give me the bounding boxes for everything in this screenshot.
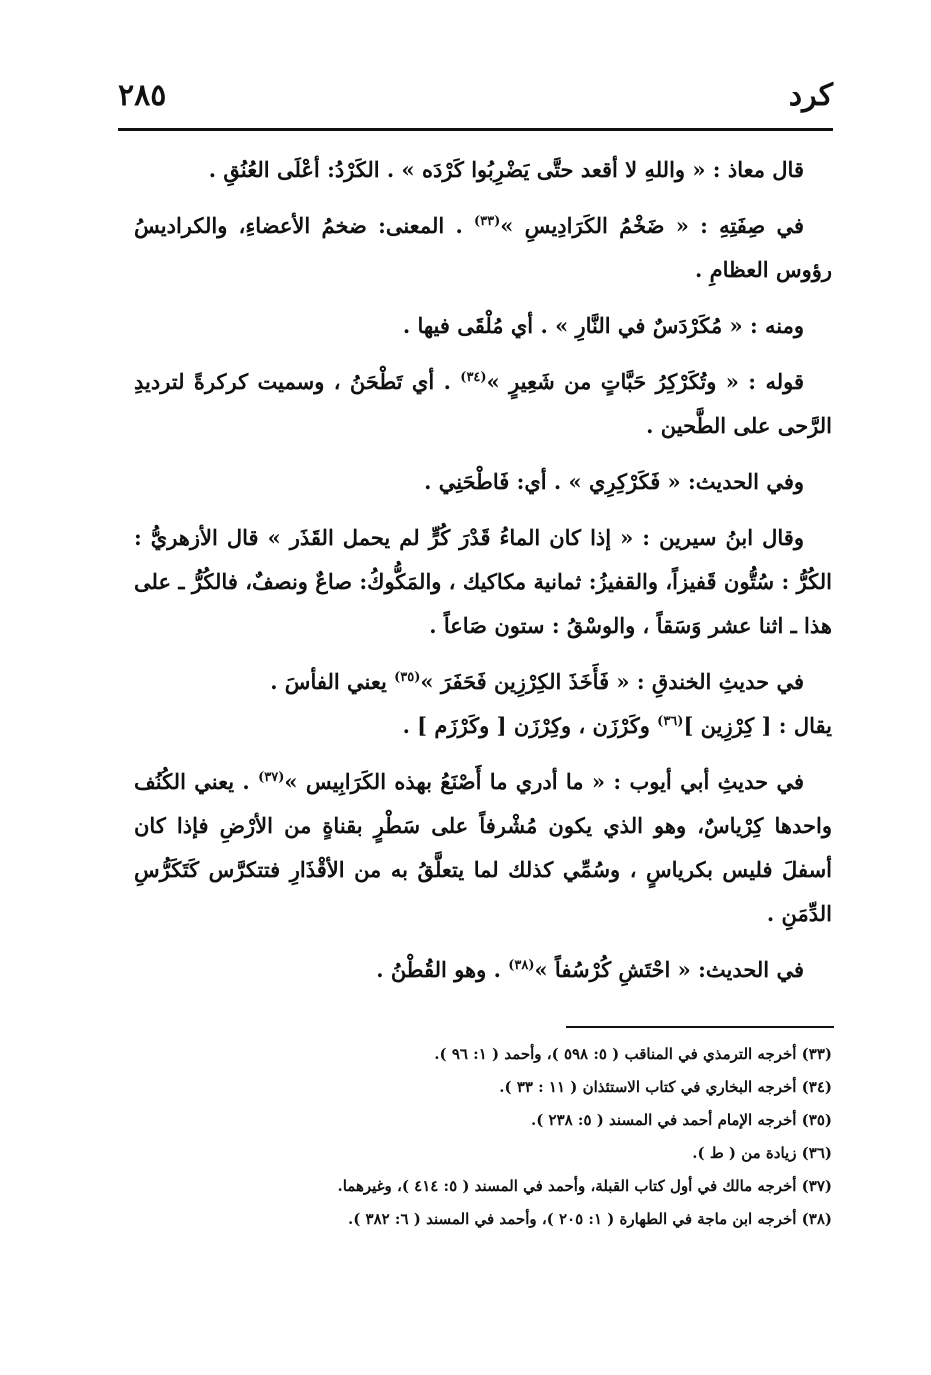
footnote-ref-38: (٣٨): [508, 958, 535, 973]
footnotes: [134, 1038, 832, 1236]
footnote-ref-37: (٣٧): [258, 770, 285, 785]
paragraph-4: قوله : « وتُكَرْكِرُ حَبَّاتٍ من شَعِيرٍ »$^{(٣٤)}$ . أي تَطْحَنُ ، وسميت كركرةً لترديدِ الرَّحى على الطَّحين .: [134, 369, 832, 438]
paragraph-3: ومنه : « مُكَرْدَسٌ في النَّارِ » . أي مُلْقَى فيها .: [402, 313, 804, 338]
footnote-rule: [566, 1026, 834, 1028]
footnote-ref-35: (٣٥): [394, 670, 421, 685]
running-header: [118, 76, 833, 120]
paragraph-1: قال معاذ : « واللهِ لا أقعد حتَّى يَضْرِبُوا كَرْدَه » . الكَرْدُ: أعْلَى العُنُقِ .: [208, 157, 804, 182]
paragraph-10: في الحديث: « احْتَشِ كُرْسُفاً »$^{(٣٨)}$ . وهو القُطْنُ .: [376, 957, 804, 982]
paragraph-9: في حديثِ أبي أيوب : « ما أدري ما أَصْنَعُ بهذه الكَرَابِيس »$^{(٣٧)}$ . يعني الكُنُف واحدها كِرْياسٌ، وهو الذي يكون مُشْرفاً على سَطْرٍ بقناةٍ من الأرْضِ فإذا كان أسفلَ فليس بكرياسٍ ، وسُمِّي كذلك لما يتعلَّقُ به من الأقْذَارِ فتتكرَّس كَتَكَرُّسِ الدِّمَنِ .: [134, 769, 832, 926]
running-head-word: كرد: [788, 78, 833, 113]
footnote-ref-34: (٣٤): [460, 370, 487, 385]
footnote-ref-33: (٣٣): [474, 214, 501, 229]
footnote-38: (٣٨) أخرجه ابن ماجة في الطهارة ( ١: ٢٠٥ )، وأحمد في المسند ( ٦: ٣٨٢ ).: [347, 1210, 832, 1228]
header-rule: [118, 128, 833, 131]
paragraph-7: في حديثِ الخندقِ : « فَأَخَذَ الكِرْزِين فَحَفَرَ »$^{(٣٥)}$ يعني الفأسَ .: [270, 669, 804, 694]
paragraph-5: وفي الحديث: « فَكَرْكِرِي » . أي: فَاطْحَنِي .: [424, 469, 804, 494]
footnote-37: (٣٧) أخرجه مالك في أول كتاب القبلة، وأحمد في المسند ( ٥: ٤١٤ )، وغيرهما.: [337, 1177, 832, 1195]
footnote-ref-36: (٣٦): [657, 714, 684, 729]
footnote-34: (٣٤) أخرجه البخاري في كتاب الاستئذان ( ١١ : ٣٣ ).: [499, 1078, 832, 1096]
paragraph-8: يقال : [ كِرْزِين ]$^{(٣٦)}$ وكَرْزَن ، وكِرْزَن [ وكَرْزَم ] .: [402, 713, 832, 738]
paragraph-2: في صِفَتِهِ : « ضَخْمُ الكَرَادِيسِ »$^{(٣٣)}$ . المعنى: ضخمُ الأعضاءِ، والكراديسُ رؤوس العظامِ .: [134, 213, 832, 282]
main-text: [134, 148, 832, 1004]
footnote-33: (٣٣) أخرجه الترمذي في المناقب ( ٥: ٥٩٨ )، وأحمد ( ١: ٩٦ ).: [434, 1045, 832, 1063]
paragraph-6: وقال ابنُ سيرين : « إذا كان الماءُ قَدْرَ كُرٍّ لم يحمل القَذَر » قال الأزهريُّ : الكُرُّ : سُتُّون قَفيزاً، والقفيزُ: ثمانية مكاكيك ، والمَكُّوكُ: صاعٌ ونصفٌ، فالكُرُّ ـ على هذا ـ اثنا عشر وَسَقاً ، والوسْقُ : ستون صَاعاً .: [134, 525, 832, 638]
page-number: ٢٨٥: [118, 78, 167, 113]
footnote-36: (٣٦) زيادة من ( ط ).: [692, 1144, 832, 1162]
footnote-35: (٣٥) أخرجه الإمام أحمد في المسند ( ٥: ٢٣٨ ).: [530, 1111, 832, 1129]
